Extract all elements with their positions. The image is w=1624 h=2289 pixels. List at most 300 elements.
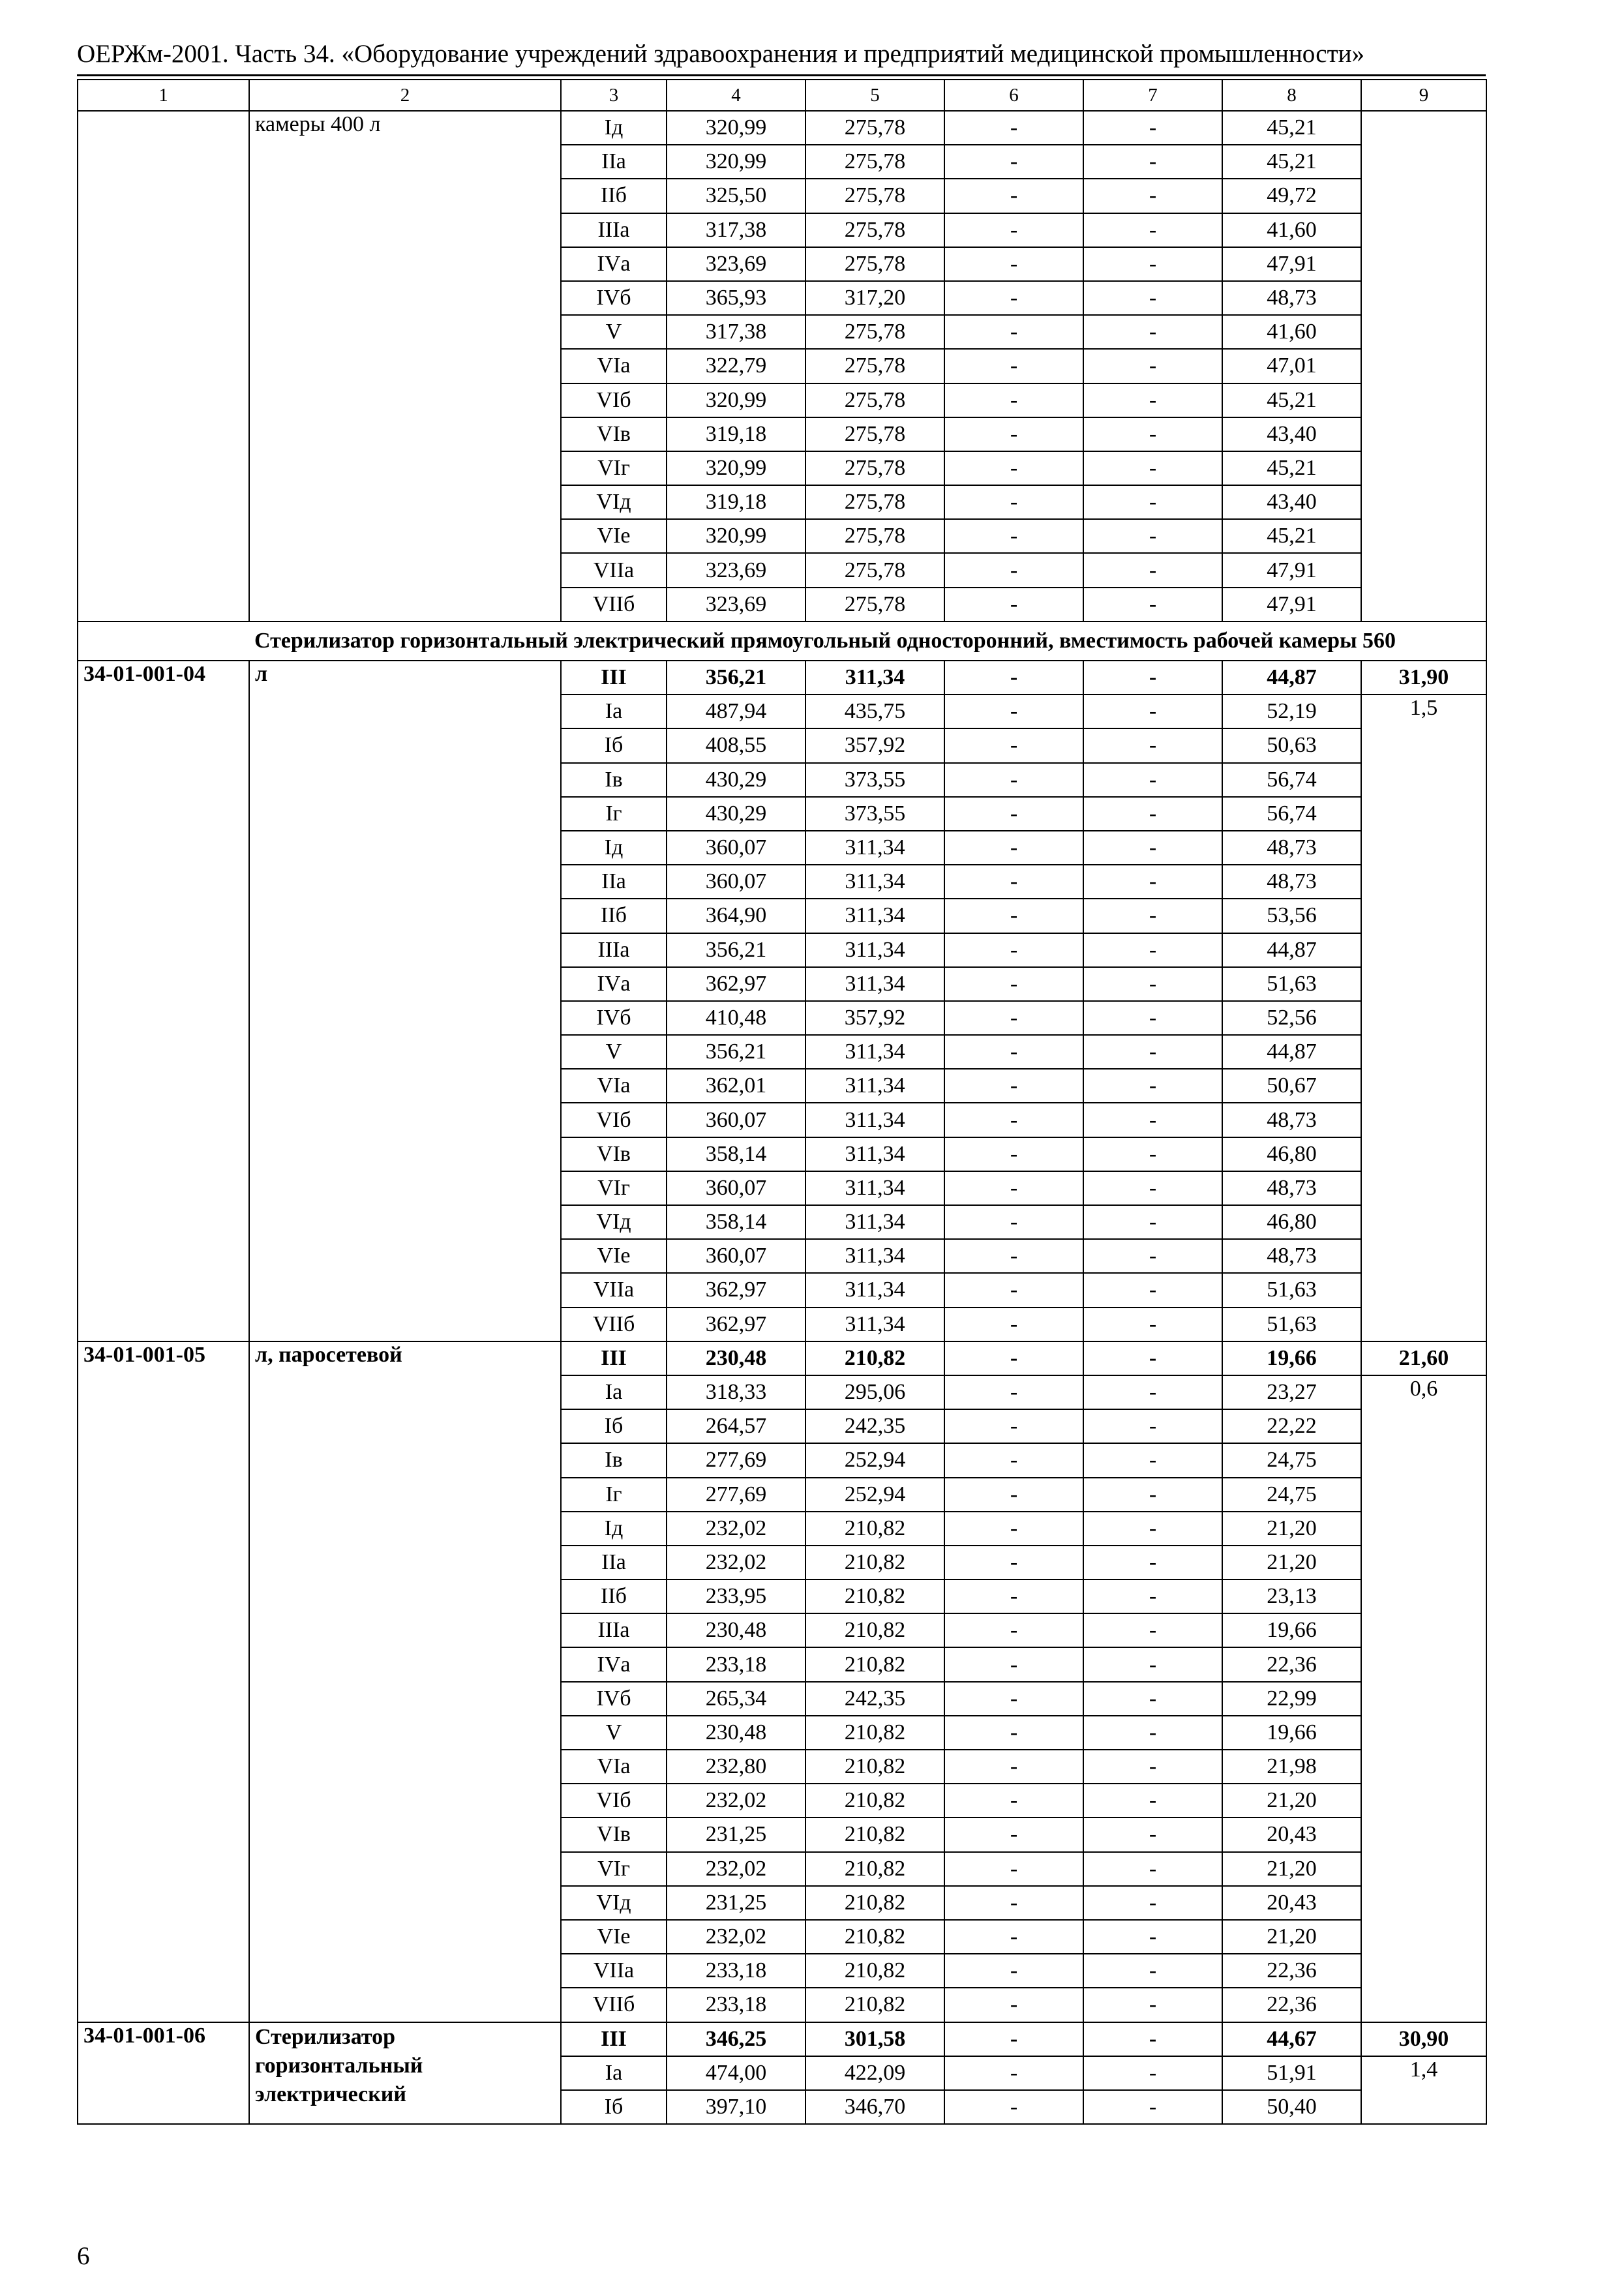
total-cost-cell: 356,21 — [667, 1035, 805, 1069]
total-cost-cell: 346,25 — [667, 2022, 805, 2056]
total-cost-cell: 232,80 — [667, 1750, 805, 1784]
column-number: 9 — [1361, 80, 1486, 111]
materials-cell: 45,21 — [1222, 519, 1361, 553]
zone-cell: VIг — [561, 1852, 667, 1886]
name-cell: Стерилизатор горизонтальный электрический — [249, 2022, 561, 2125]
machine-cell: - — [944, 1546, 1083, 1579]
zone-cell: VIе — [561, 519, 667, 553]
operator-wage-cell: - — [1083, 1171, 1222, 1205]
total-cost-cell: 232,02 — [667, 1546, 805, 1579]
materials-cell: 45,21 — [1222, 383, 1361, 417]
machine-cell: - — [944, 1750, 1083, 1784]
zone-cell: Iд — [561, 1512, 667, 1546]
total-cost-cell: 232,02 — [667, 1920, 805, 1954]
machine-cell: - — [944, 1103, 1083, 1137]
operator-wage-cell: - — [1083, 1069, 1222, 1103]
wage-cell: 295,06 — [805, 1375, 944, 1409]
machine-cell: - — [944, 1852, 1083, 1886]
wage-cell: 275,78 — [805, 247, 944, 281]
materials-cell: 48,73 — [1222, 1239, 1361, 1273]
materials-cell: 56,74 — [1222, 797, 1361, 831]
total-cost-cell: 325,50 — [667, 179, 805, 213]
zone-cell: VIа — [561, 1069, 667, 1103]
operator-wage-cell: - — [1083, 1579, 1222, 1613]
column-number: 2 — [249, 80, 561, 111]
operator-wage-cell: - — [1083, 1852, 1222, 1886]
wage-cell: 357,92 — [805, 728, 944, 762]
materials-cell: 20,43 — [1222, 1886, 1361, 1920]
machine-cell: - — [944, 1409, 1083, 1443]
page-number: 6 — [77, 2242, 90, 2270]
wage-cell: 311,34 — [805, 865, 944, 899]
total-cost-cell: 356,21 — [667, 933, 805, 967]
operator-wage-cell: - — [1083, 111, 1222, 145]
materials-cell: 19,66 — [1222, 1613, 1361, 1647]
total-cost-cell: 360,07 — [667, 1239, 805, 1273]
name-cell: л — [249, 661, 561, 1341]
materials-cell: 22,36 — [1222, 1647, 1361, 1681]
operator-wage-cell: - — [1083, 1035, 1222, 1069]
total-cost-cell: 233,18 — [667, 1988, 805, 2022]
wage-cell: 242,35 — [805, 1682, 944, 1716]
zone-cell: VIIб — [561, 1308, 667, 1341]
materials-cell: 23,27 — [1222, 1375, 1361, 1409]
labor-cell: 31,90 — [1361, 661, 1486, 695]
materials-cell: 24,75 — [1222, 1443, 1361, 1477]
total-cost-cell: 233,95 — [667, 1579, 805, 1613]
materials-cell: 44,87 — [1222, 1035, 1361, 1069]
operator-wage-cell: - — [1083, 831, 1222, 865]
operator-wage-cell: - — [1083, 145, 1222, 179]
materials-cell: 44,67 — [1222, 2022, 1361, 2056]
materials-cell: 52,56 — [1222, 1001, 1361, 1035]
total-cost-cell: 230,48 — [667, 1613, 805, 1647]
zone-cell: IVа — [561, 1647, 667, 1681]
total-cost-cell: 265,34 — [667, 1682, 805, 1716]
materials-cell: 48,73 — [1222, 831, 1361, 865]
operator-wage-cell: - — [1083, 1409, 1222, 1443]
wage-cell: 311,34 — [805, 1103, 944, 1137]
rates-table — [77, 79, 1487, 2125]
wage-cell: 311,34 — [805, 899, 944, 933]
materials-cell: 48,73 — [1222, 865, 1361, 899]
materials-cell: 19,66 — [1222, 1716, 1361, 1750]
machine-cell: - — [944, 1308, 1083, 1341]
wage-cell: 210,82 — [805, 1920, 944, 1954]
section-title: Стерилизатор горизонтальный электрический прямоугольный односторонний, вместимость рабочей камеры 560 — [249, 621, 1486, 661]
machine-cell: - — [944, 1035, 1083, 1069]
total-cost-cell: 230,48 — [667, 1716, 805, 1750]
operator-wage-cell: - — [1083, 728, 1222, 762]
zone-cell: IIа — [561, 1546, 667, 1579]
wage-cell: 252,94 — [805, 1478, 944, 1512]
labor-cell: 30,90 — [1361, 2022, 1486, 2056]
zone-cell: VIб — [561, 383, 667, 417]
operator-wage-cell: - — [1083, 1988, 1222, 2022]
zone-cell: VIд — [561, 1205, 667, 1239]
operator-wage-cell: - — [1083, 1478, 1222, 1512]
operator-wage-cell: - — [1083, 1443, 1222, 1477]
total-cost-cell: 430,29 — [667, 797, 805, 831]
machine-cell: - — [944, 1954, 1083, 1988]
materials-cell: 23,13 — [1222, 1579, 1361, 1613]
total-cost-cell: 323,69 — [667, 247, 805, 281]
code-cell: 34-01-001-06 — [78, 2022, 249, 2125]
wage-cell: 311,34 — [805, 831, 944, 865]
zone-cell: Iб — [561, 728, 667, 762]
materials-cell: 48,73 — [1222, 1103, 1361, 1137]
wage-cell: 311,34 — [805, 1239, 944, 1273]
materials-cell: 56,74 — [1222, 763, 1361, 797]
materials-cell: 45,21 — [1222, 111, 1361, 145]
total-cost-cell: 320,99 — [667, 145, 805, 179]
wage-cell: 311,34 — [805, 1273, 944, 1307]
total-cost-cell: 319,18 — [667, 485, 805, 519]
operator-wage-cell: - — [1083, 695, 1222, 728]
wage-cell: 275,78 — [805, 349, 944, 383]
total-cost-cell: 317,38 — [667, 315, 805, 349]
machine-cell: - — [944, 1001, 1083, 1035]
materials-cell: 45,21 — [1222, 451, 1361, 485]
operator-wage-cell: - — [1083, 281, 1222, 315]
operator-wage-cell: - — [1083, 1546, 1222, 1579]
materials-cell: 45,21 — [1222, 145, 1361, 179]
operator-wage-cell: - — [1083, 1001, 1222, 1035]
materials-cell: 46,80 — [1222, 1205, 1361, 1239]
total-cost-cell: 360,07 — [667, 831, 805, 865]
wage-cell: 275,78 — [805, 179, 944, 213]
operator-wage-cell: - — [1083, 1818, 1222, 1851]
total-cost-cell: 232,02 — [667, 1852, 805, 1886]
wage-cell: 210,82 — [805, 1341, 944, 1375]
wage-cell: 373,55 — [805, 763, 944, 797]
operator-wage-cell: - — [1083, 213, 1222, 247]
labor-cell — [1361, 111, 1486, 621]
materials-cell: 21,20 — [1222, 1852, 1361, 1886]
total-cost-cell: 320,99 — [667, 111, 805, 145]
wage-cell: 311,34 — [805, 1137, 944, 1171]
materials-cell: 47,01 — [1222, 349, 1361, 383]
table-row — [78, 1341, 1486, 1375]
header-divider — [77, 74, 1486, 76]
zone-cell: VIв — [561, 1137, 667, 1171]
machine-cell: - — [944, 111, 1083, 145]
zone-cell: Iа — [561, 2056, 667, 2090]
total-cost-cell: 362,97 — [667, 1308, 805, 1341]
machine-cell: - — [944, 1069, 1083, 1103]
zone-cell: V — [561, 1716, 667, 1750]
total-cost-cell: 430,29 — [667, 763, 805, 797]
total-cost-cell: 362,01 — [667, 1069, 805, 1103]
operator-wage-cell: - — [1083, 1682, 1222, 1716]
machine-cell: - — [944, 451, 1083, 485]
zone-cell: V — [561, 1035, 667, 1069]
zone-cell: VIг — [561, 451, 667, 485]
total-cost-cell: 231,25 — [667, 1886, 805, 1920]
total-cost-cell: 233,18 — [667, 1954, 805, 1988]
operator-wage-cell: - — [1083, 1716, 1222, 1750]
zone-cell: VIе — [561, 1239, 667, 1273]
machine-cell: - — [944, 1239, 1083, 1273]
operator-wage-cell: - — [1083, 417, 1222, 451]
wage-cell: 275,78 — [805, 145, 944, 179]
operator-wage-cell: - — [1083, 1613, 1222, 1647]
materials-cell: 41,60 — [1222, 315, 1361, 349]
machine-cell: - — [944, 1341, 1083, 1375]
operator-wage-cell: - — [1083, 1103, 1222, 1137]
machine-cell: - — [944, 588, 1083, 621]
operator-wage-cell: - — [1083, 1239, 1222, 1273]
materials-cell: 51,63 — [1222, 1273, 1361, 1307]
machine-cell: - — [944, 1478, 1083, 1512]
operator-wage-cell: - — [1083, 485, 1222, 519]
total-cost-cell: 232,02 — [667, 1512, 805, 1546]
name-cell: камеры 400 л — [249, 111, 561, 621]
wage-cell: 311,34 — [805, 1171, 944, 1205]
total-cost-cell: 362,97 — [667, 967, 805, 1001]
total-cost-cell: 360,07 — [667, 865, 805, 899]
wage-cell: 210,82 — [805, 1954, 944, 1988]
total-cost-cell: 360,07 — [667, 1103, 805, 1137]
materials-cell: 19,66 — [1222, 1341, 1361, 1375]
operator-wage-cell: - — [1083, 661, 1222, 695]
column-number-row — [78, 80, 1486, 111]
zone-cell: VIIа — [561, 1273, 667, 1307]
zone-cell: VIе — [561, 1920, 667, 1954]
machine-cell: - — [944, 349, 1083, 383]
machine-cell: - — [944, 933, 1083, 967]
zone-cell: IVа — [561, 967, 667, 1001]
total-cost-cell: 408,55 — [667, 728, 805, 762]
total-cost-cell: 320,99 — [667, 519, 805, 553]
operator-wage-cell: - — [1083, 1750, 1222, 1784]
zone-cell: VIIб — [561, 1988, 667, 2022]
total-cost-cell: 320,99 — [667, 383, 805, 417]
wage-cell: 275,78 — [805, 451, 944, 485]
materials-cell: 50,63 — [1222, 728, 1361, 762]
machine-cell: - — [944, 2056, 1083, 2090]
machine-cell: - — [944, 1988, 1083, 2022]
wage-cell: 210,82 — [805, 1818, 944, 1851]
total-cost-cell: 487,94 — [667, 695, 805, 728]
machine-cell: - — [944, 1579, 1083, 1613]
materials-cell: 48,73 — [1222, 1171, 1361, 1205]
wage-cell: 242,35 — [805, 1409, 944, 1443]
wage-cell: 210,82 — [805, 1716, 944, 1750]
wage-cell: 210,82 — [805, 1852, 944, 1886]
operator-wage-cell: - — [1083, 1886, 1222, 1920]
column-number: 8 — [1222, 80, 1361, 111]
zone-cell: Iд — [561, 831, 667, 865]
wage-cell: 311,34 — [805, 933, 944, 967]
zone-cell: VIд — [561, 485, 667, 519]
labor-cell: 21,60 — [1361, 1341, 1486, 1375]
zone-cell: Iа — [561, 695, 667, 728]
wage-cell: 210,82 — [805, 1579, 944, 1613]
wage-cell: 275,78 — [805, 111, 944, 145]
wage-cell: 210,82 — [805, 1647, 944, 1681]
total-cost-cell: 277,69 — [667, 1443, 805, 1477]
total-cost-cell: 277,69 — [667, 1478, 805, 1512]
materials-cell: 21,20 — [1222, 1784, 1361, 1818]
zone-cell: IIIа — [561, 1613, 667, 1647]
operator-wage-cell: - — [1083, 588, 1222, 621]
rates-table-body — [78, 80, 1486, 2124]
wage-cell: 357,92 — [805, 1001, 944, 1035]
wage-cell: 210,82 — [805, 1750, 944, 1784]
wage-cell: 210,82 — [805, 1512, 944, 1546]
wage-cell: 422,09 — [805, 2056, 944, 2090]
column-number: 6 — [944, 80, 1083, 111]
materials-cell: 47,91 — [1222, 553, 1361, 587]
total-cost-cell: 323,69 — [667, 588, 805, 621]
operator-wage-cell: - — [1083, 1784, 1222, 1818]
operator-wage-cell: - — [1083, 1308, 1222, 1341]
operator-wage-cell: - — [1083, 1137, 1222, 1171]
materials-cell: 47,91 — [1222, 588, 1361, 621]
total-cost-cell: 364,90 — [667, 899, 805, 933]
zone-cell: VIа — [561, 1750, 667, 1784]
machine-cell: - — [944, 1613, 1083, 1647]
machine-cell: - — [944, 1171, 1083, 1205]
operator-wage-cell: - — [1083, 1512, 1222, 1546]
wage-cell: 373,55 — [805, 797, 944, 831]
wage-cell: 275,78 — [805, 588, 944, 621]
zone-cell: VIб — [561, 1103, 667, 1137]
machine-cell: - — [944, 2090, 1083, 2124]
wage-cell: 275,78 — [805, 519, 944, 553]
wage-cell: 275,78 — [805, 485, 944, 519]
total-cost-cell: 264,57 — [667, 1409, 805, 1443]
operator-wage-cell: - — [1083, 2090, 1222, 2124]
operator-wage-cell: - — [1083, 383, 1222, 417]
machine-cell: - — [944, 695, 1083, 728]
machine-cell: - — [944, 831, 1083, 865]
operator-wage-cell: - — [1083, 247, 1222, 281]
zone-cell: III — [561, 661, 667, 695]
operator-wage-cell: - — [1083, 349, 1222, 383]
total-cost-cell: 232,02 — [667, 1784, 805, 1818]
zone-cell: IIIа — [561, 213, 667, 247]
operator-wage-cell: - — [1083, 315, 1222, 349]
operator-wage-cell: - — [1083, 519, 1222, 553]
materials-cell: 51,63 — [1222, 1308, 1361, 1341]
operator-wage-cell: - — [1083, 1205, 1222, 1239]
total-cost-cell: 233,18 — [667, 1647, 805, 1681]
zone-cell: IIб — [561, 179, 667, 213]
operator-wage-cell: - — [1083, 1273, 1222, 1307]
operator-wage-cell: - — [1083, 1920, 1222, 1954]
total-cost-cell: 231,25 — [667, 1818, 805, 1851]
wage-cell: 210,82 — [805, 1613, 944, 1647]
materials-cell: 21,98 — [1222, 1750, 1361, 1784]
total-cost-cell: 397,10 — [667, 2090, 805, 2124]
machine-cell: - — [944, 1273, 1083, 1307]
column-number: 7 — [1083, 80, 1222, 111]
operator-wage-cell: - — [1083, 933, 1222, 967]
materials-cell: 41,60 — [1222, 213, 1361, 247]
zone-cell: Iв — [561, 1443, 667, 1477]
wage-cell: 317,20 — [805, 281, 944, 315]
zone-cell: Iа — [561, 1375, 667, 1409]
wage-cell: 435,75 — [805, 695, 944, 728]
machine-cell: - — [944, 899, 1083, 933]
zone-cell: Iг — [561, 1478, 667, 1512]
operator-wage-cell: - — [1083, 899, 1222, 933]
machine-cell: - — [944, 865, 1083, 899]
machinist-labor-cell: 1,4 — [1361, 2056, 1486, 2124]
name-cell: л, паросетевой — [249, 1341, 561, 2022]
materials-cell: 44,87 — [1222, 933, 1361, 967]
operator-wage-cell: - — [1083, 865, 1222, 899]
code-cell — [78, 111, 249, 621]
machinist-labor-cell: 1,5 — [1361, 695, 1486, 1341]
zone-cell: Iб — [561, 2090, 667, 2124]
zone-cell: VIг — [561, 1171, 667, 1205]
zone-cell: IVб — [561, 281, 667, 315]
zone-cell: IIб — [561, 899, 667, 933]
machine-cell: - — [944, 315, 1083, 349]
machine-cell: - — [944, 519, 1083, 553]
total-cost-cell: 362,97 — [667, 1273, 805, 1307]
materials-cell: 20,43 — [1222, 1818, 1361, 1851]
zone-cell: Iб — [561, 1409, 667, 1443]
machine-cell: - — [944, 213, 1083, 247]
zone-cell: III — [561, 2022, 667, 2056]
column-number: 5 — [805, 80, 944, 111]
operator-wage-cell: - — [1083, 1375, 1222, 1409]
materials-cell: 22,99 — [1222, 1682, 1361, 1716]
materials-cell: 43,40 — [1222, 485, 1361, 519]
page-header: ОЕРЖм-2001. Часть 34. «Оборудование учреждений здравоохранения и предприятий медицинской промышленности» — [77, 40, 1364, 68]
operator-wage-cell: - — [1083, 451, 1222, 485]
zone-cell: IIа — [561, 145, 667, 179]
zone-cell: Iд — [561, 111, 667, 145]
wage-cell: 311,34 — [805, 1069, 944, 1103]
zone-cell: VIIб — [561, 588, 667, 621]
machine-cell: - — [944, 661, 1083, 695]
column-number: 4 — [667, 80, 805, 111]
zone-cell: IVб — [561, 1682, 667, 1716]
operator-wage-cell: - — [1083, 797, 1222, 831]
zone-cell: VIв — [561, 417, 667, 451]
total-cost-cell: 320,99 — [667, 451, 805, 485]
materials-cell: 22,36 — [1222, 1954, 1361, 1988]
operator-wage-cell: - — [1083, 1954, 1222, 1988]
materials-cell: 24,75 — [1222, 1478, 1361, 1512]
total-cost-cell: 322,79 — [667, 349, 805, 383]
section-code-cell — [78, 621, 249, 661]
machinist-labor-cell: 0,6 — [1361, 1375, 1486, 2022]
machine-cell: - — [944, 728, 1083, 762]
zone-cell: V — [561, 315, 667, 349]
zone-cell: IIIа — [561, 933, 667, 967]
machine-cell: - — [944, 1886, 1083, 1920]
wage-cell: 275,78 — [805, 417, 944, 451]
machine-cell: - — [944, 797, 1083, 831]
wage-cell: 346,70 — [805, 2090, 944, 2124]
machine-cell: - — [944, 1784, 1083, 1818]
zone-cell: VIIа — [561, 553, 667, 587]
materials-cell: 21,20 — [1222, 1546, 1361, 1579]
zone-cell: VIа — [561, 349, 667, 383]
wage-cell: 210,82 — [805, 1988, 944, 2022]
materials-cell: 47,91 — [1222, 247, 1361, 281]
materials-cell: 22,36 — [1222, 1988, 1361, 2022]
operator-wage-cell: - — [1083, 1341, 1222, 1375]
zone-cell: Iг — [561, 797, 667, 831]
machine-cell: - — [944, 145, 1083, 179]
